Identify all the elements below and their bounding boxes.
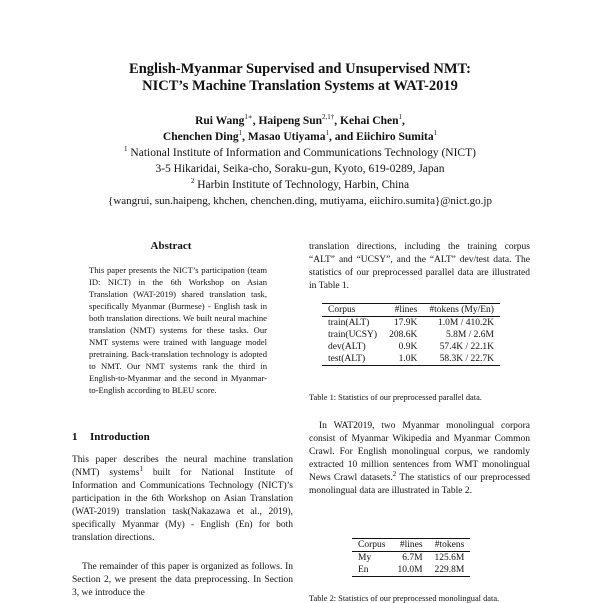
intro-paragraph-2: The remainder of this paper is organized as follows. In Section 2, we present the data preprocessing. In Section 3, we introduce the — [72, 562, 293, 598]
paper-title-line-2: NICT’s Machine Translation Systems at WAT-2019 — [142, 78, 458, 94]
footnote-marker: 1 — [139, 464, 143, 473]
address-1: 3-5 Hikaridai, Seika-cho, Soraku-gun, Kyoto, 619-0289, Japan — [155, 163, 445, 175]
author-sup: 1 — [398, 113, 403, 122]
author-name: Kehai Chen — [340, 115, 399, 127]
author-sup: 1 — [325, 129, 329, 138]
intro-paragraph-1: This paper describes the neural machine translation (NMT) systems$^1$ built for National Institute of Information and Communications Technology (NICT)’s participation in the 6th Workshop on Asian Translation (WAT-2019) translation task(Nakazawa et al., 2019), specifically Myanmar (My) - English (En) for both translation directions. — [72, 455, 293, 543]
table-row: My 6.7M 125.6M — [358, 553, 465, 563]
abstract-text: This paper presents the NICT’s participation (team ID: NICT) in the 6th Workshop on Asian Translation (WAT-2019) shared translation task, specifically Myanmar (Burmese) - English task in both translation directions. We built neural machine translation (NMT) systems for these tasks. Our NMT systems were trained with language model pretraining. Back-translation technology is adopted to NMT. Our NMT systems rank the third in English-to-Myanmar and the second in Myanmar-to-English according to BLEU score. — [89, 265, 267, 395]
table-header-cell: #lines — [399, 540, 423, 550]
author-line-2: Chenchen Ding$^1$, Masao Utiyama$^1$, and Eiichiro Sumita$^1$ — [162, 129, 438, 143]
table-header-cell: #tokens (My/En) — [429, 305, 494, 315]
author-name: Chenchen Ding — [162, 131, 239, 143]
table-parallel-data — [322, 303, 500, 366]
author-sup: 1 — [433, 129, 438, 138]
footnote-marker: 2 — [392, 469, 397, 478]
author-name: Haipeng Sun — [258, 115, 323, 127]
table-2-caption: Table 2: Statistics of our preprocessed monolingual data. — [309, 594, 500, 603]
abstract-body — [89, 264, 267, 396]
author-name: Masao Utiyama — [247, 131, 326, 143]
table-monolingual-data — [352, 538, 470, 577]
data-paragraph-1: translation directions, including the training corpus “ALT” and “UCSY”, and the “ALT” dev/test data. The statistics of our preprocessed parallel data are illustrated in Table 1. — [309, 242, 530, 291]
table-row: train(ALT) 17.9K 1.0M / 410.2K — [328, 318, 494, 328]
table-header-cell: Corpus — [358, 540, 386, 550]
table-row: train(UCSY) 208.6K 5.8M / 2.6M — [328, 330, 494, 340]
section-heading-introduction: 1 Introduction — [72, 431, 150, 443]
email-list: {wangrui, sun.haipeng, khchen, chenchen.ding, mutiyama, eiichiro.sumita}@nict.go.jp — [108, 195, 492, 207]
affiliation-1: $^1$ National Institute of Information and Communications Technology (NICT) — [124, 145, 476, 159]
table-row: test(ALT) 1.0K 58.3K / 22.7K — [322, 353, 500, 366]
paper-title-line-1: English-Myanmar Supervised and Unsupervised NMT: — [129, 61, 471, 77]
author-name: Rui Wang — [195, 115, 245, 127]
table-header-cell: #lines — [394, 305, 418, 315]
author-sup: 1 — [238, 129, 243, 138]
author-line-1: Rui Wang$^{1∗}$, Haipeng Sun$^{2,1\dagger}$, Kehai Chen$^1$, — [195, 113, 405, 127]
table-row: dev(ALT) 0.9K 57.4K / 22.1K — [328, 342, 494, 352]
data-paragraph-2: In WAT2019, two Myanmar monolingual corpora consist of Myanmar Wikipedia and Myanmar Common Crawl. For English monolingual corpus, we randomly extracted 10 million sentences from WMT monolingual News Crawl datasets.$^2$ The statistics of our preprocessed monolingual data are illustrated in Table 2. — [309, 421, 530, 496]
table-header-cell: Corpus — [328, 305, 356, 315]
affiliation-2: $^2$ Harbin Institute of Technology, Harbin, China — [190, 177, 410, 191]
table-1-caption: Table 1: Statistics of our preprocessed parallel data. — [309, 393, 482, 402]
table-header-row — [352, 539, 470, 552]
abstract-heading: Abstract — [150, 240, 192, 252]
table-row: En 10.0M 229.8M — [352, 564, 470, 577]
author-name: Eiichiro Sumita — [356, 131, 434, 143]
table-header-cell: #tokens — [434, 540, 465, 550]
author-sup: 1∗ — [244, 113, 253, 122]
table-header-row — [322, 304, 500, 317]
author-sup: 2,1† — [322, 113, 335, 122]
